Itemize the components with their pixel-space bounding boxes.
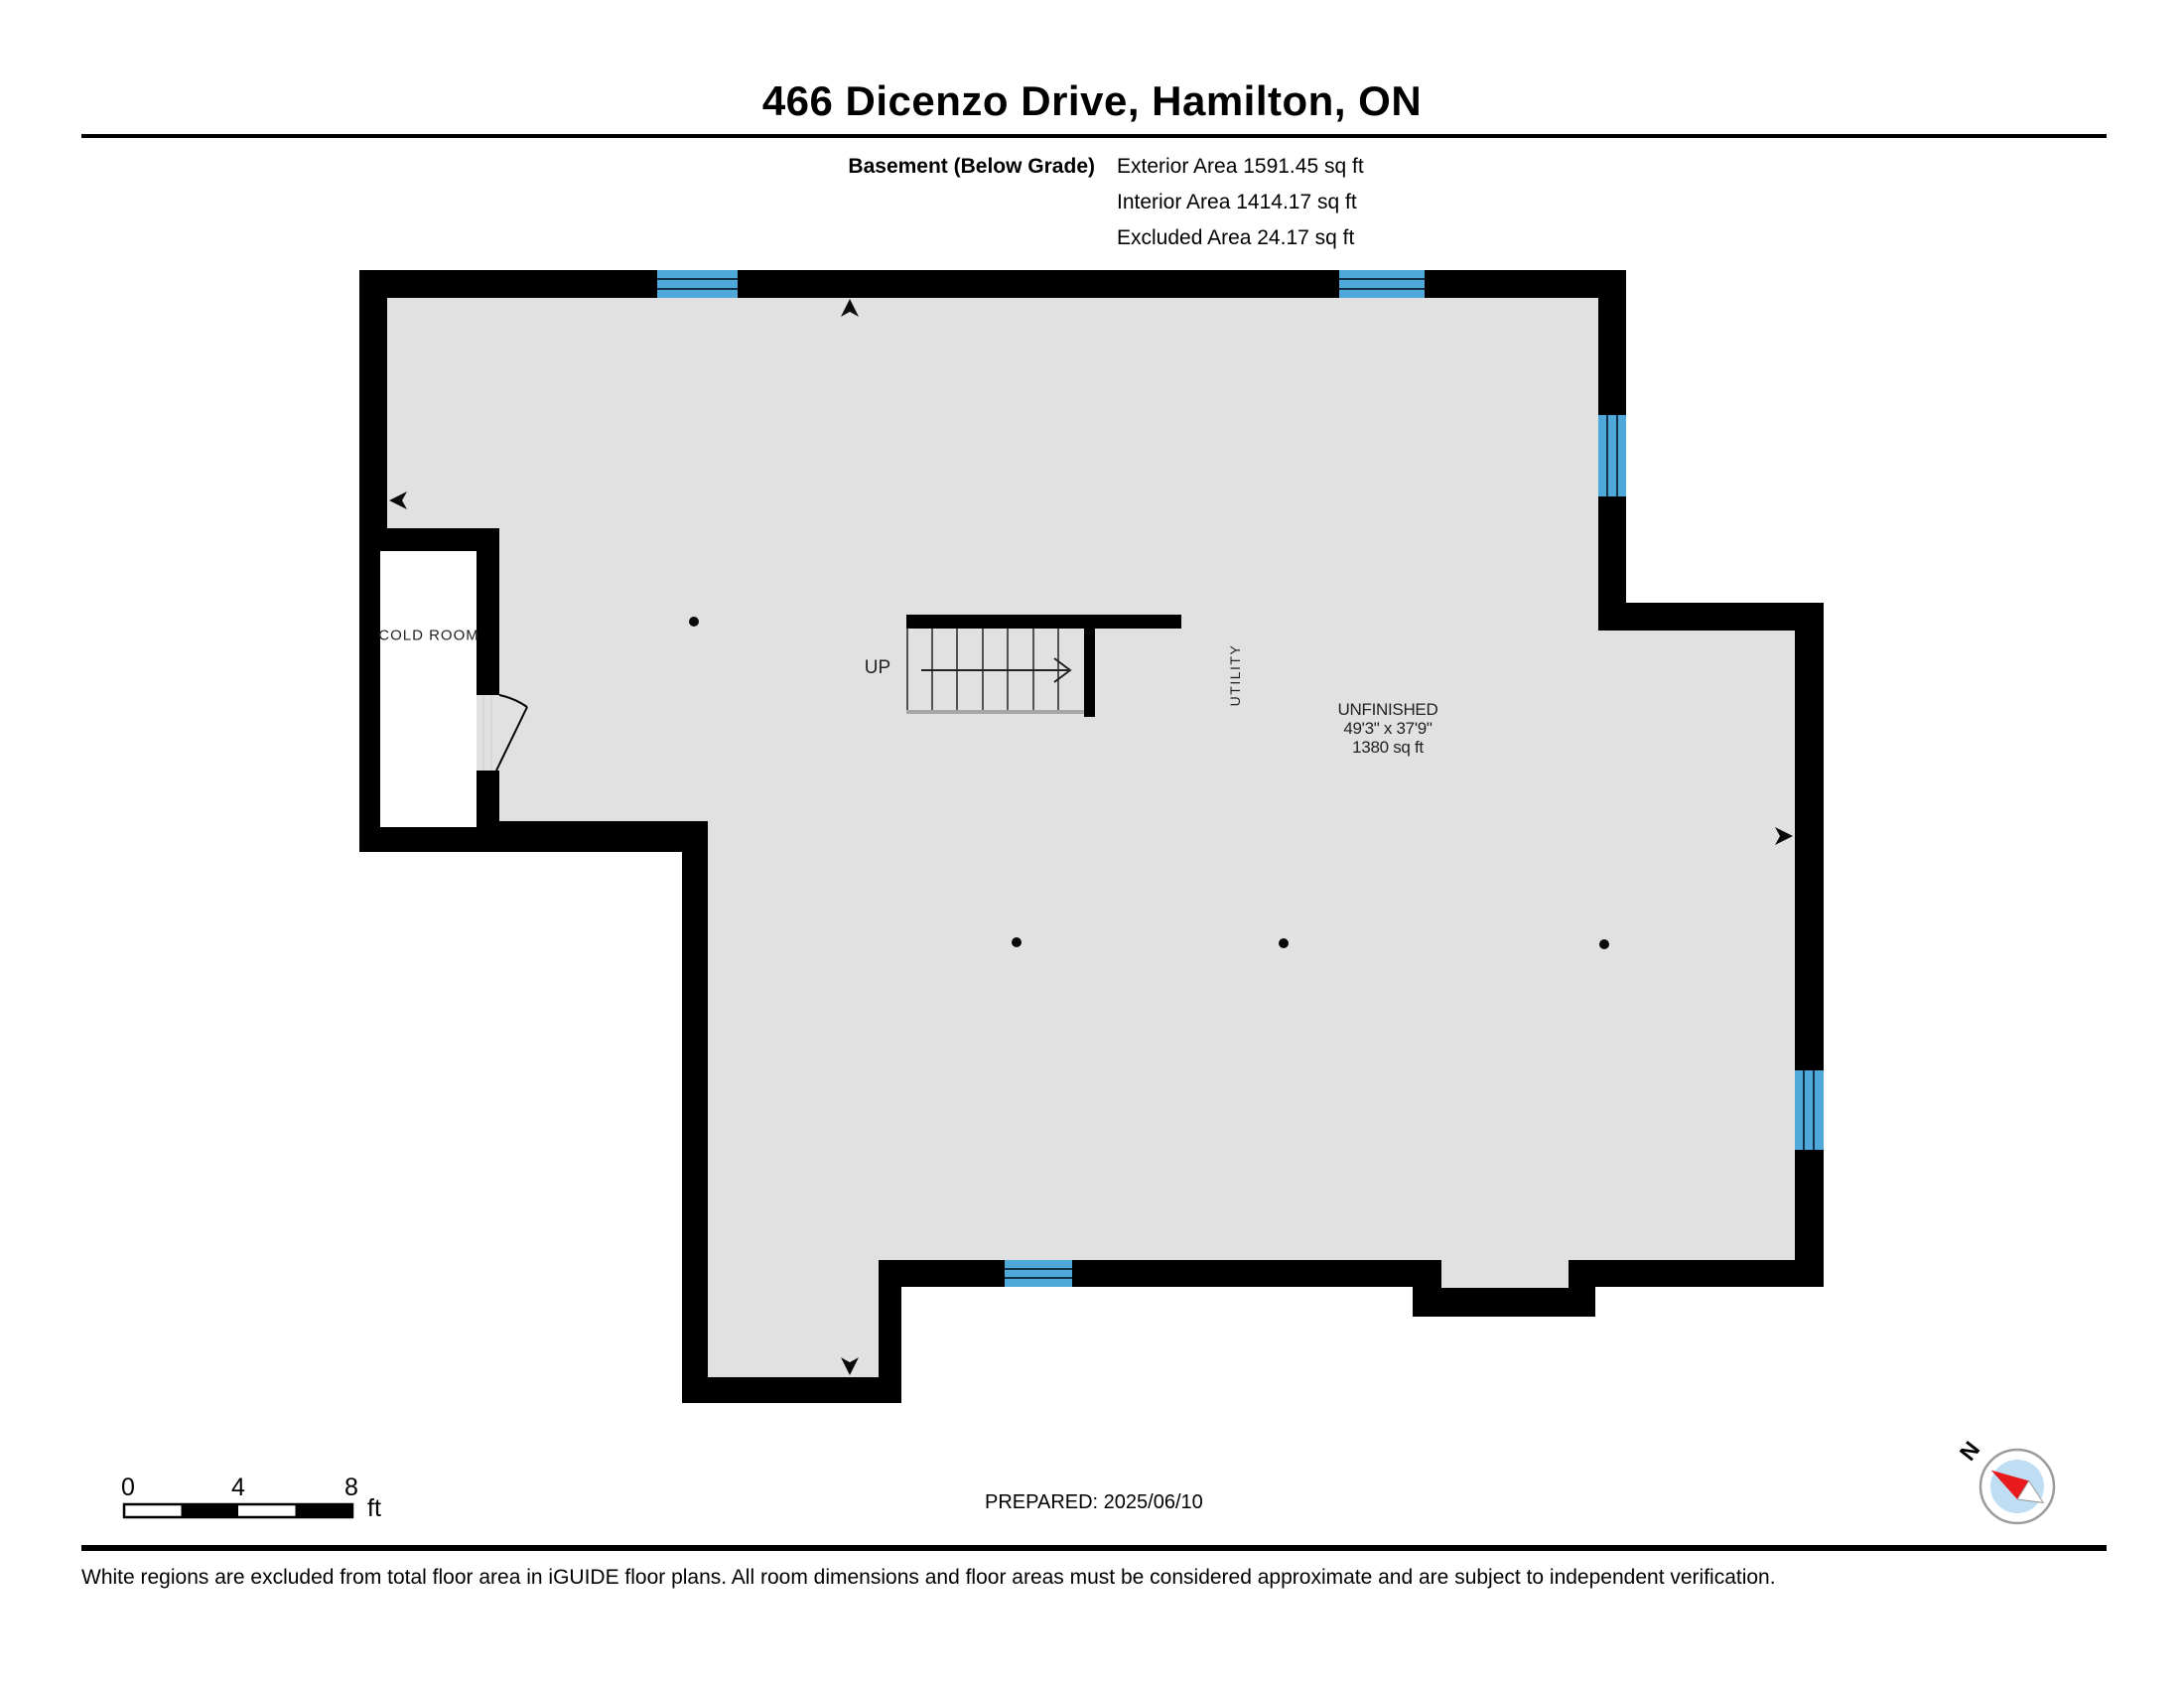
window-right-upper: [1598, 415, 1626, 496]
column-dot: [1012, 937, 1022, 947]
scale-tick-0: 0: [121, 1474, 135, 1501]
scale-bar: [124, 1504, 352, 1517]
footer-divider: [81, 1545, 2107, 1551]
utility-label: UTILITY: [1227, 643, 1243, 707]
compass-north-label: N: [1954, 1436, 1985, 1466]
exterior-area-value: Exterior Area 1591.45 sq ft: [1117, 155, 1364, 178]
cold-room-label: COLD ROOM: [378, 627, 479, 644]
prepared-date: PREPARED: 2025/06/10: [985, 1491, 1203, 1513]
interior-area-value: Interior Area 1414.17 sq ft: [1117, 191, 1357, 213]
compass-icon: [1980, 1450, 2054, 1523]
unfinished-room-area: 1380 sq ft: [1352, 738, 1424, 757]
stairs-up-label: UP: [864, 657, 891, 678]
window-top-right: [1339, 270, 1425, 298]
page-title: 466 Dicenzo Drive, Hamilton, ON: [761, 77, 1423, 124]
scale-unit-label: ft: [367, 1494, 381, 1522]
window-bottom: [1005, 1260, 1072, 1287]
unfinished-room-label: [1338, 700, 1438, 757]
unfinished-room-name: UNFINISHED: [1337, 700, 1438, 719]
window-right-lower: [1795, 1070, 1824, 1150]
column-dot: [689, 617, 699, 627]
disclaimer-text: White regions are excluded from total floor area in iGUIDE floor plans. All room dimensions and floor areas must be considered approximate and are subject to independent verification.: [81, 1566, 1776, 1589]
scale-tick-8: 8: [344, 1474, 358, 1501]
cold-room: [380, 551, 477, 827]
excluded-area-value: Excluded Area 24.17 sq ft: [1117, 226, 1355, 249]
column-dot: [1599, 939, 1609, 949]
floor-name-label: Basement (Below Grade): [848, 155, 1095, 178]
column-dot: [1279, 938, 1289, 948]
scale-tick-4: 4: [231, 1474, 245, 1501]
unfinished-room-dimensions: 49'3" x 37'9": [1343, 719, 1433, 738]
window-top-left: [657, 270, 738, 298]
